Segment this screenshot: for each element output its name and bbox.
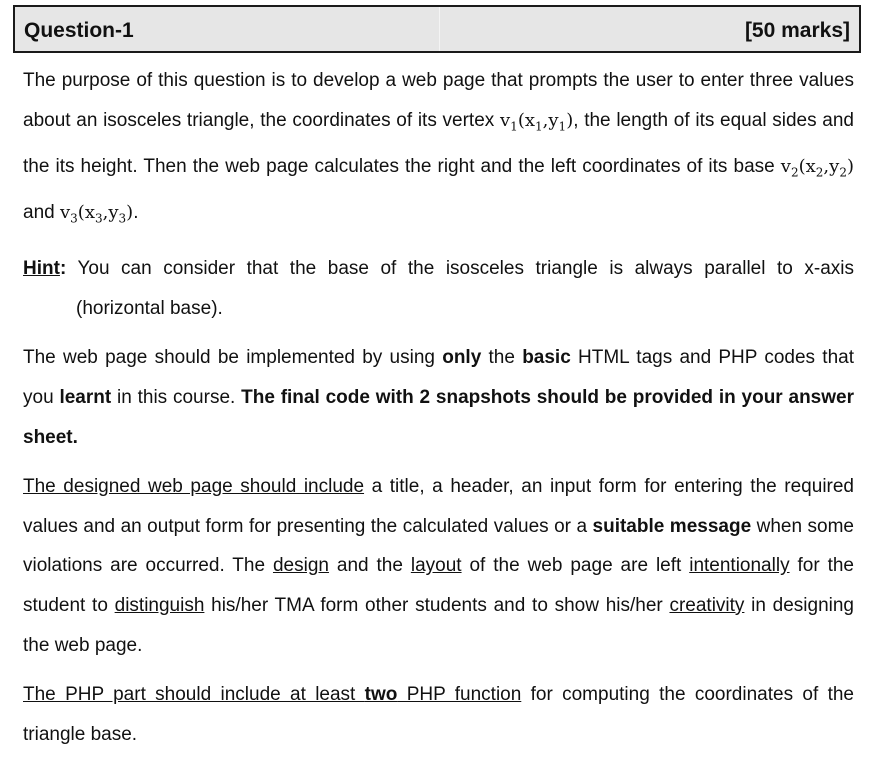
paragraph-hint: Hint: You can consider that the base of the isosceles triangle is always parallel to x-axis (horizontal base). xyxy=(23,258,854,319)
paragraph-purpose: The purpose of this question is to develop a web page that prompts the user to enter three values about an isosceles triangle, the coordinates of its vertex $v_1(x_1,y_1)$, the length of its equal sides and the its height. Then the web page calculates the right and the left coordinates of its base $v_2(x_2,y_2)$ and $v_3(x_3,y_3)$. xyxy=(23,70,854,226)
paragraph-php: The PHP part should include at least two PHP function for computing the coordinates of the triangle base. xyxy=(23,684,854,745)
question-header xyxy=(13,5,861,53)
paragraph-implementation: The web page should be implemented by using only the basic HTML tags and PHP codes that you learnt in this course. The final code with 2 snapshots should be provided in your answer sheet. xyxy=(23,347,854,448)
question-body xyxy=(23,61,854,754)
vertex-v2: $v_2(x_2,y_2)$ xyxy=(780,155,854,180)
question-title: Question-1 xyxy=(24,19,134,42)
hint-label: Hint xyxy=(23,258,60,280)
vertex-v3: $v_3(x_3,y_3)$ xyxy=(59,201,134,226)
paragraph-design: The designed web page should include a title, a header, an input form for entering the required values and an output form for presenting the calculated values or a suitable message when some violations are occurred. The design and the layout of the web page are left intentionally for the student to distinguish his/her TMA form other students and to show his/her creativity in designing the web page. xyxy=(23,476,854,656)
question-marks: [50 marks] xyxy=(744,19,850,42)
vertex-v1: $v_1(x_1,y_1)$ xyxy=(500,109,574,134)
header-divider xyxy=(439,7,440,51)
